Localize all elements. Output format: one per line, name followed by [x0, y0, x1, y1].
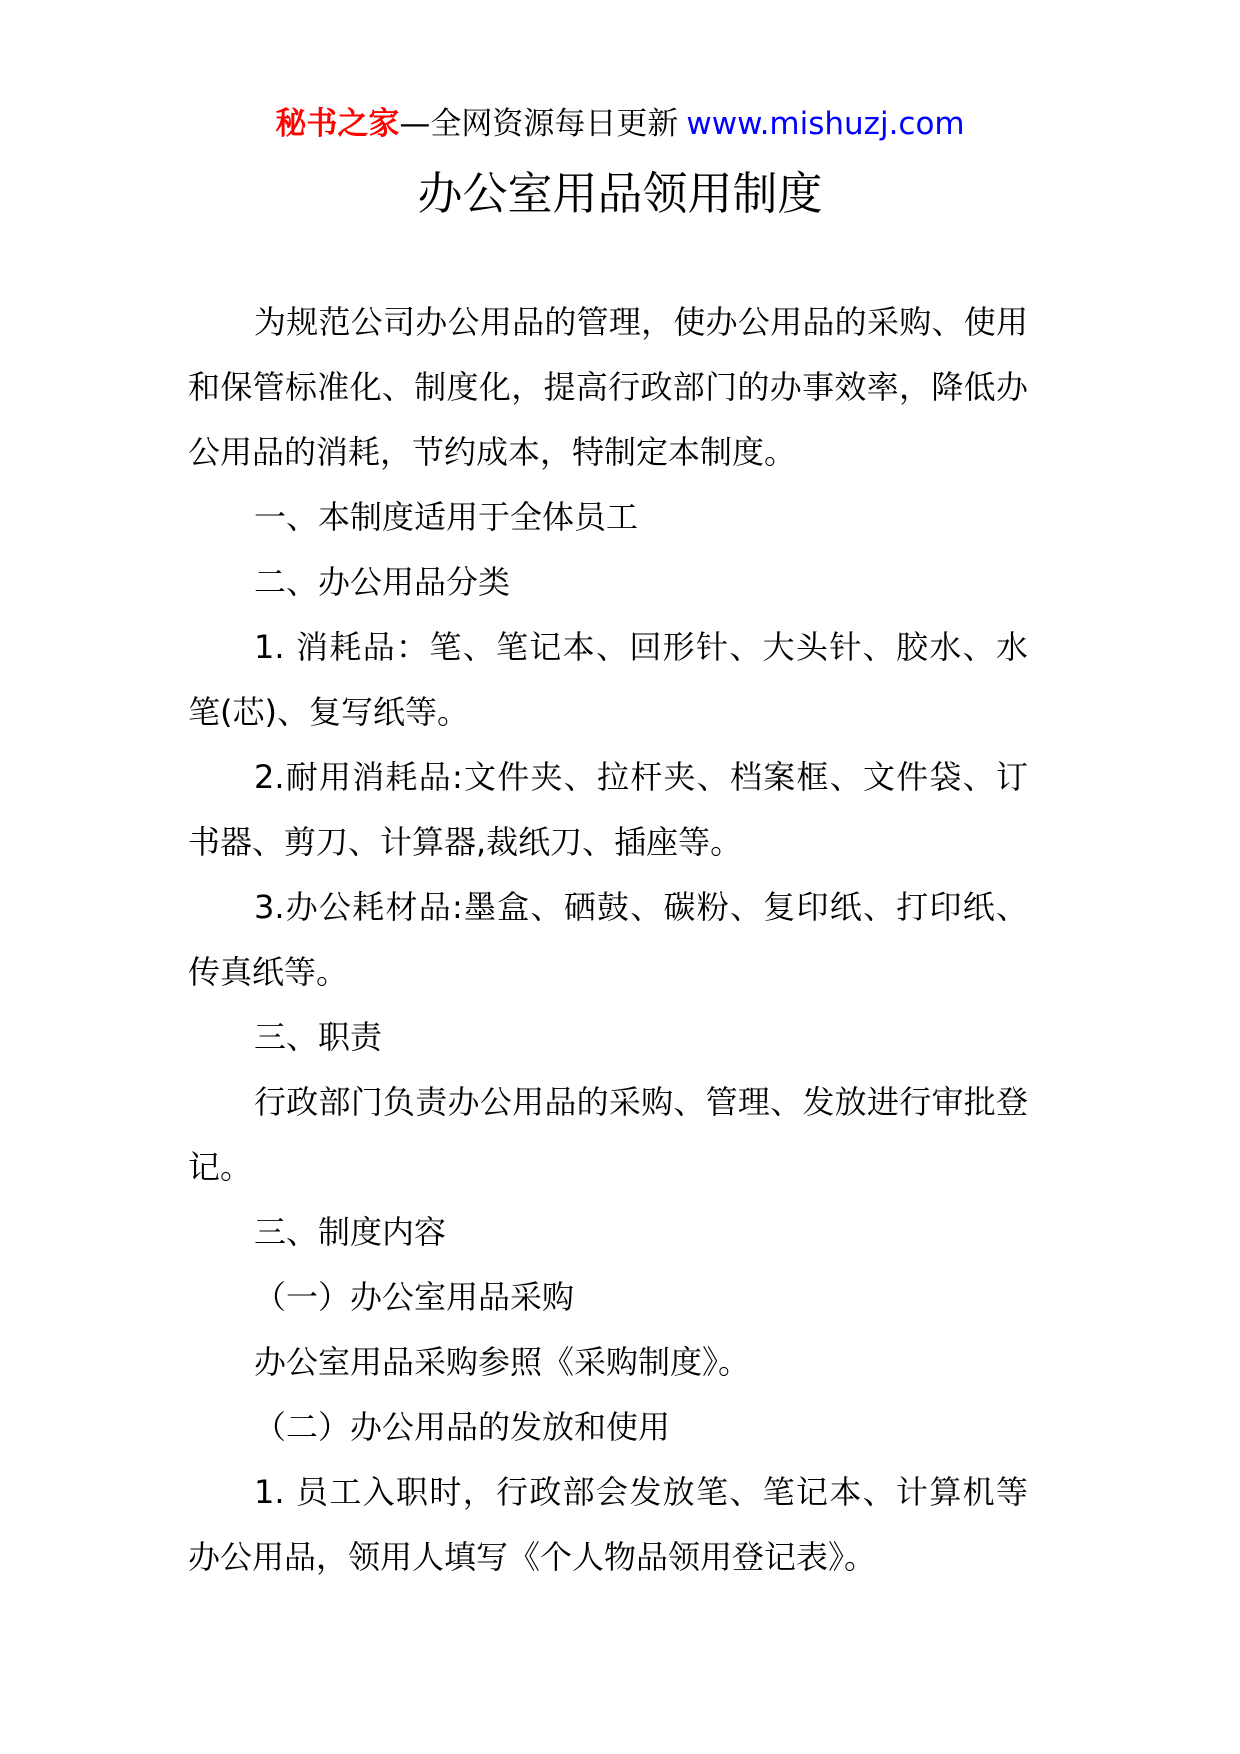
subsection-2-heading: （二）办公用品的发放和使用	[254, 1408, 671, 1446]
category-item-1: 1. 消耗品：笔、笔记本、回形针、大头针、胶水、水笔(芯)、复写纸等。	[188, 628, 1028, 731]
distribution-item-1: 1. 员工入职时，行政部会发放笔、笔记本、计算机等办公用品，领用人填写《个人物品领用登记表》。	[188, 1473, 1028, 1576]
site-header	[0, 100, 1240, 148]
responsibility-paragraph: 行政部门负责办公用品的采购、管理、发放进行审批登记。	[188, 1083, 1028, 1186]
document-body	[188, 290, 1028, 1590]
section-1-heading: 一、本制度适用于全体员工	[254, 498, 639, 536]
subsection-1-heading: （一）办公室用品采购	[254, 1278, 575, 1316]
header-tagline: —全网资源每日更新	[399, 106, 679, 142]
section-3-heading: 三、职责	[254, 1018, 383, 1056]
document-title: 办公室用品领用制度	[417, 167, 823, 220]
intro-paragraph: 为规范公司办公用品的管理，使办公用品的采购、使用和保管标准化、制度化，提高行政部门的办事效率，降低办公用品的消耗，节约成本，特制定本制度。	[188, 303, 1028, 471]
section-2-heading: 二、办公用品分类	[254, 563, 511, 601]
category-item-2: 2.耐用消耗品:文件夹、拉杆夹、档案框、文件袋、订书器、剪刀、计算器,裁纸刀、插座等。	[188, 758, 1028, 861]
site-url-link[interactable]: www.mishuzj.com	[686, 106, 965, 142]
category-item-3: 3.办公耗材品:墨盒、硒鼓、碳粉、复印纸、打印纸、传真纸等。	[188, 888, 1028, 991]
section-content-heading: 三、制度内容	[254, 1213, 447, 1251]
procurement-paragraph: 办公室用品采购参照《采购制度》。	[254, 1343, 751, 1381]
brand-name: 秘书之家	[275, 106, 400, 142]
